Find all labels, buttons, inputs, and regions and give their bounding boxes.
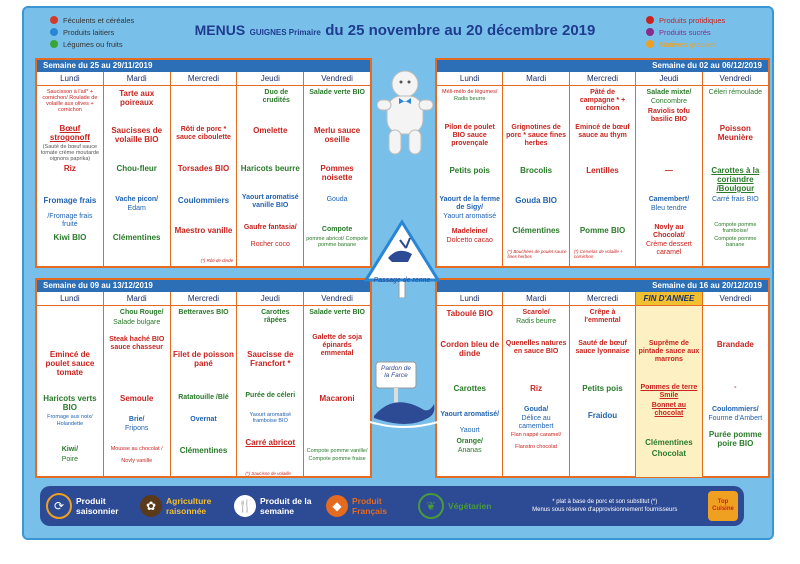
menu-item: Fromage aux noix/ — [47, 414, 93, 420]
menu-item: Brandade — [716, 340, 754, 349]
menu-item: Haricots verts BIO — [43, 394, 97, 412]
col-mardi — [503, 86, 569, 267]
col-vendredi — [304, 306, 370, 477]
footnote: (*) Bouchées de poulet sauce fines herbes — [507, 249, 567, 259]
menu-item: Bonnet au chocolat — [651, 402, 687, 417]
menu-item: Coulommiers/ — [711, 406, 759, 413]
col-vendredi — [703, 86, 768, 267]
week-3-panel — [35, 278, 372, 478]
cutlery-icon: 🍴 — [234, 495, 256, 517]
menu-item: Yaourt aromatisé/ — [440, 411, 500, 418]
menu-item: Grignotines de porc * sauce fines herbes — [506, 124, 567, 147]
day-headers: Lundi Mardi Mercredi Jeudi Vendredi — [37, 292, 370, 306]
menu-item: /Fromage frais fruité — [47, 213, 93, 228]
menu-item: Macaroni — [319, 394, 355, 403]
menu-item: Torsades BIO — [177, 164, 230, 173]
seasonal-icon: ⟳ — [46, 493, 72, 519]
menu-item: Radis beurre — [453, 96, 486, 102]
col-mercredi — [570, 86, 636, 267]
menu-item: (Sauté de bœuf sauce tomate crème moutarde oignons paprika) — [40, 144, 100, 162]
menu-item: Omelette — [253, 126, 288, 135]
menu-item: Scarole/ — [522, 309, 550, 316]
menu-item: Saucisses de volaille BIO — [111, 126, 163, 144]
menu-item: Flan nappé caramel/ — [511, 432, 562, 438]
menu-item: Carottes à la coriandre /Boulgour — [711, 166, 760, 193]
menu-item: Yaourt — [459, 427, 480, 434]
menu-item: Carottes râpées — [261, 309, 290, 324]
menu-item: Edam — [127, 205, 146, 212]
menu-item: Haricots beurre — [240, 164, 300, 173]
sign-label: Passage de renne — [373, 277, 431, 284]
week-header: Semaine du 09 au 13/12/2019 — [43, 281, 153, 290]
menu-item: Chou-fleur — [116, 164, 157, 173]
menu-item: Pommes de terre Smile — [640, 384, 698, 399]
col-mercredi — [171, 306, 238, 477]
footnote-pork: * plat à base de porc et son substitut (*) — [552, 499, 658, 505]
col-mardi — [104, 306, 171, 477]
legend-vegetarian: ❦ Végétarien — [418, 493, 491, 519]
leaf-icon: ❦ — [418, 493, 444, 519]
week-4-panel — [435, 278, 770, 478]
legend-dot-green — [50, 40, 58, 48]
menu-item: Lentilles — [586, 166, 619, 175]
legend-dot-orange — [646, 40, 654, 48]
col-fin-annee — [636, 306, 702, 477]
legend-agriculture: ✿ Agriculture raisonnée — [140, 495, 224, 517]
menu-item: Pilon de poulet BIO sauce provençale — [444, 124, 495, 147]
menu-item: Gouda BIO — [515, 196, 557, 205]
menu-item: Filet de poisson pané — [173, 350, 234, 368]
day-headers: Lundi Mardi Mercredi Jeudi Vendredi — [37, 72, 370, 86]
menu-item: Méli-mélo de légumes/ — [442, 89, 498, 95]
footnote: (*) Rôti de dinde — [200, 258, 234, 263]
menu-item: Fromage frais — [43, 196, 97, 205]
legend-dot-purple — [646, 28, 654, 36]
menu-item: Bleu tendre — [651, 205, 687, 212]
menu-item: Chocolat — [651, 449, 687, 458]
menu-item: Cordon bleu de dinde — [440, 340, 500, 358]
menu-item: Semoule — [120, 394, 154, 403]
footnote: (*) Cervelas de volaille + cornichon — [573, 249, 623, 259]
legend-french: ◆ Produit Français — [326, 495, 408, 517]
menu-item: Brie/ — [128, 416, 145, 423]
menu-item: Dolcetto cacao — [446, 237, 493, 244]
menu-item: Galette de soja épinards emmental — [312, 334, 362, 357]
whale-sign-label: Pardon de la Farce — [381, 365, 411, 379]
menu-item: Novly vanille — [121, 458, 153, 464]
col-mardi — [104, 86, 171, 267]
legend-right — [646, 14, 725, 50]
menu-item: Ananas — [457, 447, 482, 454]
menu-item: Saucisse de Francfort * — [247, 350, 294, 368]
menu-item: Tarte aux poireaux — [119, 89, 155, 107]
menu-item: Carottes — [453, 384, 486, 393]
legend-label: Légumes ou fruits — [63, 39, 123, 49]
week-header: Semaine du 16 au 20/12/2019 — [652, 281, 762, 290]
menu-item: Délice au camembert — [518, 415, 554, 430]
menu-item: Compote pomme banane — [714, 236, 757, 248]
week-header: Semaine du 25 au 29/11/2019 — [43, 61, 153, 70]
menu-item: Concombre — [650, 98, 688, 105]
menu-item: — — [664, 166, 673, 175]
menu-item: Suprême de pintade sauce aux marrons — [638, 340, 700, 363]
menu-item: Yaourt aromatisé vanille BIO — [241, 194, 299, 209]
menu-item: Salade verte BIO — [309, 309, 365, 316]
legend-dot-red — [646, 16, 654, 24]
menu-item: Yaourt de la ferme de Sigy/ — [439, 196, 501, 211]
menu-item: Carré abricot — [245, 438, 296, 447]
menu-item: Petits pois — [582, 384, 623, 393]
menu-item: Crêpe à l'emmental — [584, 309, 621, 324]
col-lundi — [37, 306, 104, 477]
day-headers: Lundi Mardi Mercredi FIN D'ANNEE Vendredi — [437, 292, 768, 306]
france-icon: ◆ — [326, 495, 348, 517]
menu-item: Sauté de bœuf sauce lyonnaise — [575, 340, 630, 355]
footnote: (*) Saucisse de volaille — [245, 471, 291, 476]
menu-item: Clémentines — [112, 233, 161, 242]
legend-left — [50, 14, 134, 50]
menu-item: - — [734, 384, 737, 391]
menu-item: Fraidou — [587, 411, 618, 420]
menu-item: Quenelles natures en sauce BIO — [505, 340, 567, 355]
menu-item: Brocolis — [520, 166, 553, 175]
week-1-panel — [35, 58, 372, 268]
menu-item: Poire — [61, 456, 79, 463]
col-jeudi — [237, 86, 304, 267]
legend-label: Matières grasses — [659, 39, 717, 49]
footnote-supply: Menus sous réserve d'approvisionnement fournisseurs — [532, 507, 678, 513]
col-lundi — [437, 86, 503, 267]
menu-item: Fripons — [125, 425, 149, 432]
col-vendredi — [703, 306, 768, 477]
menu-item: Salade verte BIO — [309, 89, 365, 96]
menu-item: Céleri rémoulade — [708, 89, 762, 96]
menu-item: Ratatouille /Blé — [178, 394, 229, 401]
menu-item: Vache picon/ — [115, 196, 159, 203]
menu-item: Bœuf strogonoff — [49, 124, 90, 142]
plant-icon: ✿ — [140, 495, 162, 517]
menu-item: Chou Rouge/ — [119, 309, 164, 316]
menu-item: Compote pomme fraise — [308, 456, 366, 462]
menu-item: Clémentines — [179, 446, 228, 455]
menu-item: Kiwi BIO — [53, 233, 87, 242]
legend-label: Produits sucrés — [659, 27, 711, 37]
menu-item: Salade mixte/ — [646, 89, 692, 96]
menu-item: Gaufre fantasia/ — [243, 224, 297, 231]
menu-item: Holandette — [56, 421, 84, 427]
menu-item: Clémentines — [645, 438, 693, 447]
menu-item: Merlu sauce oseille — [313, 126, 361, 144]
menu-item: Camembert/ — [648, 196, 690, 203]
menu-item: Taboulé BIO — [446, 309, 493, 318]
col-mercredi — [171, 86, 238, 267]
menu-item: Betteraves BIO — [178, 309, 229, 316]
special-day-header: FIN D'ANNEE — [636, 292, 702, 305]
menu-item: Flanstro chocolat — [515, 444, 558, 450]
menu-item: Compote — [321, 226, 353, 233]
menu-item: Saucisson à l'ail* + cornichon/ Roulade de volaille aux olives + cornichon — [42, 89, 98, 113]
menu-item: Madeleine/ — [451, 228, 488, 235]
brand-logo: Top Cuisine — [708, 491, 738, 521]
menu-item: Poisson Meunière — [717, 124, 753, 142]
menu-item: Yaourt aromatisé — [443, 213, 497, 220]
menu-item: Gouda — [326, 196, 348, 203]
menu-item: Riz — [63, 164, 76, 173]
week-header: Semaine du 02 au 06/12/2019 — [652, 61, 762, 70]
legend-label: Produits laitiers — [63, 27, 115, 37]
menu-item: Pommes noisette — [320, 164, 354, 182]
menu-item: Radis beurre — [516, 318, 557, 325]
col-lundi — [437, 306, 503, 477]
menu-item: Steak haché BIO sauce chasseur — [109, 336, 165, 351]
menu-item: Orange/ — [456, 438, 483, 445]
menu-item: Riz — [530, 384, 543, 393]
menu-item: pomme abricot/ Compote pomme banane — [306, 236, 368, 248]
menu-item: Maestro vanille — [174, 226, 233, 235]
page-title: MENUS GUIGNES Primaire du 25 novembre au 20 décembre 2019 — [194, 22, 596, 39]
menu-item: Novly au Chocolat/ — [652, 224, 685, 239]
menu-item: Pomme BIO — [579, 226, 626, 235]
menu-item: Purée pomme poire BIO — [708, 430, 762, 448]
menu-item: Fourme d'Ambert — [708, 415, 763, 422]
legend-bar — [40, 486, 744, 526]
legend-dot-red — [50, 16, 58, 24]
day-headers: Lundi Mardi Mercredi Jeudi Vendredi — [437, 72, 768, 86]
legend-dot-blue — [50, 28, 58, 36]
menu-item: Compote pomme vanille/ — [306, 448, 368, 454]
col-lundi — [37, 86, 104, 267]
menu-item: Duo de crudités — [262, 89, 290, 104]
menu-item: Carré frais BIO — [711, 196, 759, 203]
col-mercredi — [570, 306, 636, 477]
menu-item: Emincé de poulet sauce tomate — [45, 350, 95, 377]
col-jeudi — [636, 86, 702, 267]
menu-item: Purée de céleri — [245, 392, 296, 399]
menu-item: Kiwi/ — [61, 446, 79, 453]
menu-item: Rôti de porc * sauce ciboulette — [176, 126, 231, 141]
legend-product-week: 🍴 Produit de la semaine — [234, 495, 316, 517]
legend-label: Féculents et céréales — [63, 15, 135, 25]
menu-item: Emincé de bœuf sauce au thym — [575, 124, 630, 139]
menu-item: Rocher coco — [250, 241, 290, 248]
menu-item: Pâté de campagne * + cornichon — [579, 89, 626, 112]
menu-item: Compote pomme framboise/ — [714, 222, 757, 234]
menu-item: Crème dessert caramel — [645, 241, 692, 256]
menu-item: Yaourt aromatisé framboise BIO — [249, 412, 292, 424]
week-2-panel — [435, 58, 770, 268]
menu-item: Petits pois — [449, 166, 490, 175]
menu-item: Clémentines — [512, 226, 560, 235]
col-jeudi — [237, 306, 304, 477]
menu-item: Salade bulgare — [113, 319, 161, 326]
reindeer-sign-icon — [362, 218, 442, 298]
col-vendredi — [304, 86, 370, 267]
menu-item: Mousse au chocolat / — [110, 446, 163, 452]
menu-item: Coulommiers — [177, 196, 230, 205]
legend-label: Produits protidiques — [659, 15, 726, 25]
menu-item: Raviolis tofu basilic BIO — [647, 108, 690, 123]
legend-seasonal: ⟳ Produit saisonnier — [46, 493, 130, 519]
menu-item: Gouda/ — [524, 406, 549, 413]
col-mardi — [503, 306, 569, 477]
menu-item: Overnat — [190, 416, 217, 423]
gingerbread-icon — [377, 68, 433, 158]
